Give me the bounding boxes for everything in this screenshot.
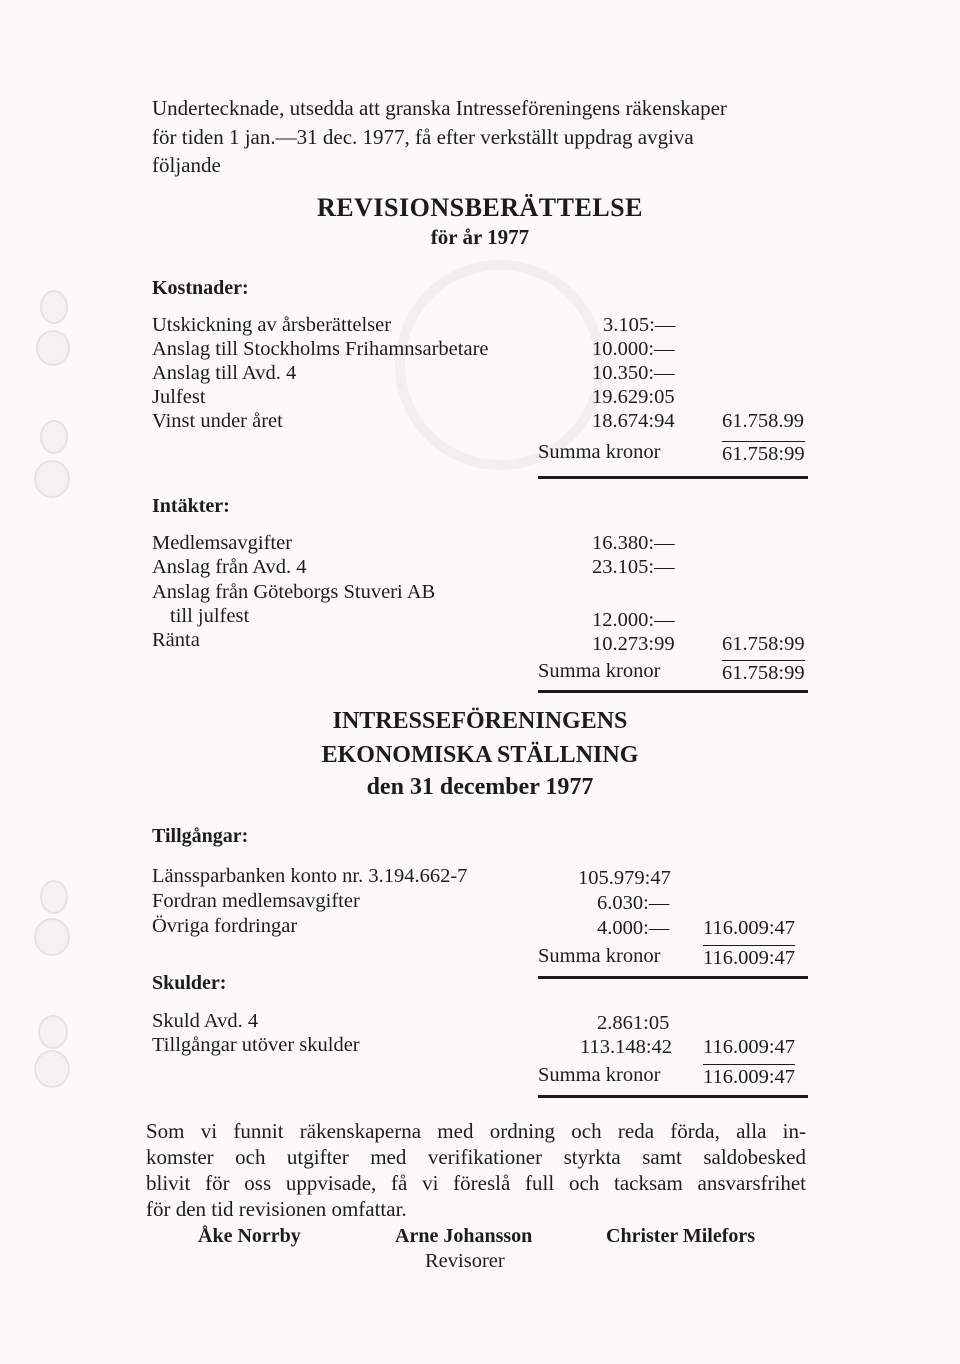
debts-row-amount: 113.148:42	[580, 1036, 673, 1058]
debts-row-label: Tillgångar utöver skulder	[152, 1034, 360, 1056]
binder-hole-mark	[40, 880, 68, 914]
binder-hole-mark	[34, 1050, 70, 1088]
debts-row-label: Skuld Avd. 4	[152, 1010, 259, 1032]
income-row-amount: 16.380:—	[592, 532, 675, 554]
intro-paragraph	[152, 94, 812, 180]
binder-hole-mark	[40, 420, 68, 454]
income-summa-label: Summa kronor	[538, 660, 661, 682]
costs-row-amount: 10.350:—	[592, 362, 675, 384]
report-title: REVISIONSBERÄTTELSE	[317, 193, 643, 222]
signature-name: Åke Norrby	[198, 1225, 301, 1247]
binder-hole-mark	[38, 1015, 68, 1049]
position-title: INTRESSEFÖRENINGENS	[332, 708, 628, 734]
costs-row-label: Anslag till Stockholms Frihamnsarbetare	[152, 338, 489, 360]
costs-row-amount: 18.674:94	[592, 410, 675, 432]
signature-role: Revisorer	[425, 1250, 505, 1272]
costs-summa-value: 61.758:99	[722, 443, 805, 465]
income-row-label: Anslag från Avd. 4	[152, 556, 307, 578]
closing-line: blivit för oss uppvisade, få vi föreslå full och tacksam ansvarsfrihet	[146, 1171, 806, 1195]
income-row-label: Anslag från Göteborgs Stuveri AB	[152, 581, 436, 603]
costs-row-amount: 19.629:05	[592, 386, 675, 408]
double-rule	[538, 690, 808, 693]
assets-total: 116.009:47	[703, 917, 796, 939]
costs-total: 61.758.99	[722, 410, 804, 432]
costs-row-label: Anslag till Avd. 4	[152, 362, 297, 384]
binder-hole-mark	[34, 918, 70, 956]
debts-summa-value: 116.009:47	[703, 1066, 796, 1088]
costs-summa-label: Summa kronor	[538, 441, 661, 463]
signature-name: Christer Milefors	[606, 1225, 756, 1247]
costs-heading: Kostnader:	[152, 277, 249, 299]
debts-row-amount: 2.861:05	[597, 1012, 670, 1034]
assets-heading: Tillgångar:	[152, 825, 249, 847]
binder-hole-mark	[40, 290, 68, 324]
income-row-label: Medlemsavgifter	[152, 532, 293, 554]
double-rule	[538, 476, 808, 479]
debts-summa-label: Summa kronor	[538, 1064, 661, 1086]
double-rule	[538, 976, 808, 979]
intro-line: Undertecknade, utsedda att granska Intresseföreningens räkenskaper	[152, 96, 727, 120]
debts-heading: Skulder:	[152, 972, 227, 994]
binder-hole-mark	[34, 460, 70, 498]
assets-row-amount: 4.000:—	[597, 917, 670, 939]
binder-hole-mark	[36, 330, 70, 366]
income-heading: Intäkter:	[152, 495, 230, 517]
report-subtitle: för år 1977	[430, 225, 530, 249]
position-date: den 31 december 1977	[366, 774, 594, 800]
income-total: 61.758:99	[722, 633, 805, 655]
income-row-amount: 23.105:—	[592, 556, 675, 578]
income-row-amount: 10.273:99	[592, 633, 675, 655]
costs-row-label: Utskickning av årsberättelser	[152, 314, 392, 336]
income-row-label: Ränta	[152, 629, 200, 651]
income-row-label: till julfest	[170, 605, 250, 627]
debts-total: 116.009:47	[703, 1036, 796, 1058]
assets-row-amount: 6.030:—	[597, 892, 670, 914]
closing-line: komster och utgifter med verifikationer styrkta samt saldobesked	[146, 1145, 806, 1169]
closing-paragraph	[146, 1118, 806, 1222]
income-summa-value: 61.758:99	[722, 662, 805, 684]
signature-name: Arne Johansson	[395, 1225, 533, 1247]
show-through-seal	[395, 260, 605, 470]
costs-row-amount: 3.105:—	[603, 314, 676, 336]
costs-row-label: Vinst under året	[152, 410, 283, 432]
closing-line: Som vi funnit räkenskaperna med ordning och reda förda, alla in-	[146, 1119, 806, 1143]
assets-row-label: Länssparbanken konto nr. 3.194.662-7	[152, 865, 468, 887]
costs-row-amount: 10.000:—	[592, 338, 675, 360]
costs-row-label: Julfest	[152, 386, 206, 408]
position-title: EKONOMISKA STÄLLNING	[321, 742, 639, 768]
double-rule	[538, 1095, 808, 1098]
assets-row-label: Övriga fordringar	[152, 915, 298, 937]
assets-summa-label: Summa kronor	[538, 945, 661, 967]
assets-row-amount: 105.979:47	[578, 867, 671, 889]
intro-line: följande	[152, 153, 221, 177]
assets-summa-value: 116.009:47	[703, 947, 796, 969]
assets-row-label: Fordran medlemsavgifter	[152, 890, 360, 912]
income-row-amount: 12.000:—	[592, 609, 675, 631]
intro-line: för tiden 1 jan.—31 dec. 1977, få efter verkställt uppdrag avgiva	[152, 124, 694, 149]
closing-line: för den tid revisionen omfattar.	[146, 1197, 407, 1221]
